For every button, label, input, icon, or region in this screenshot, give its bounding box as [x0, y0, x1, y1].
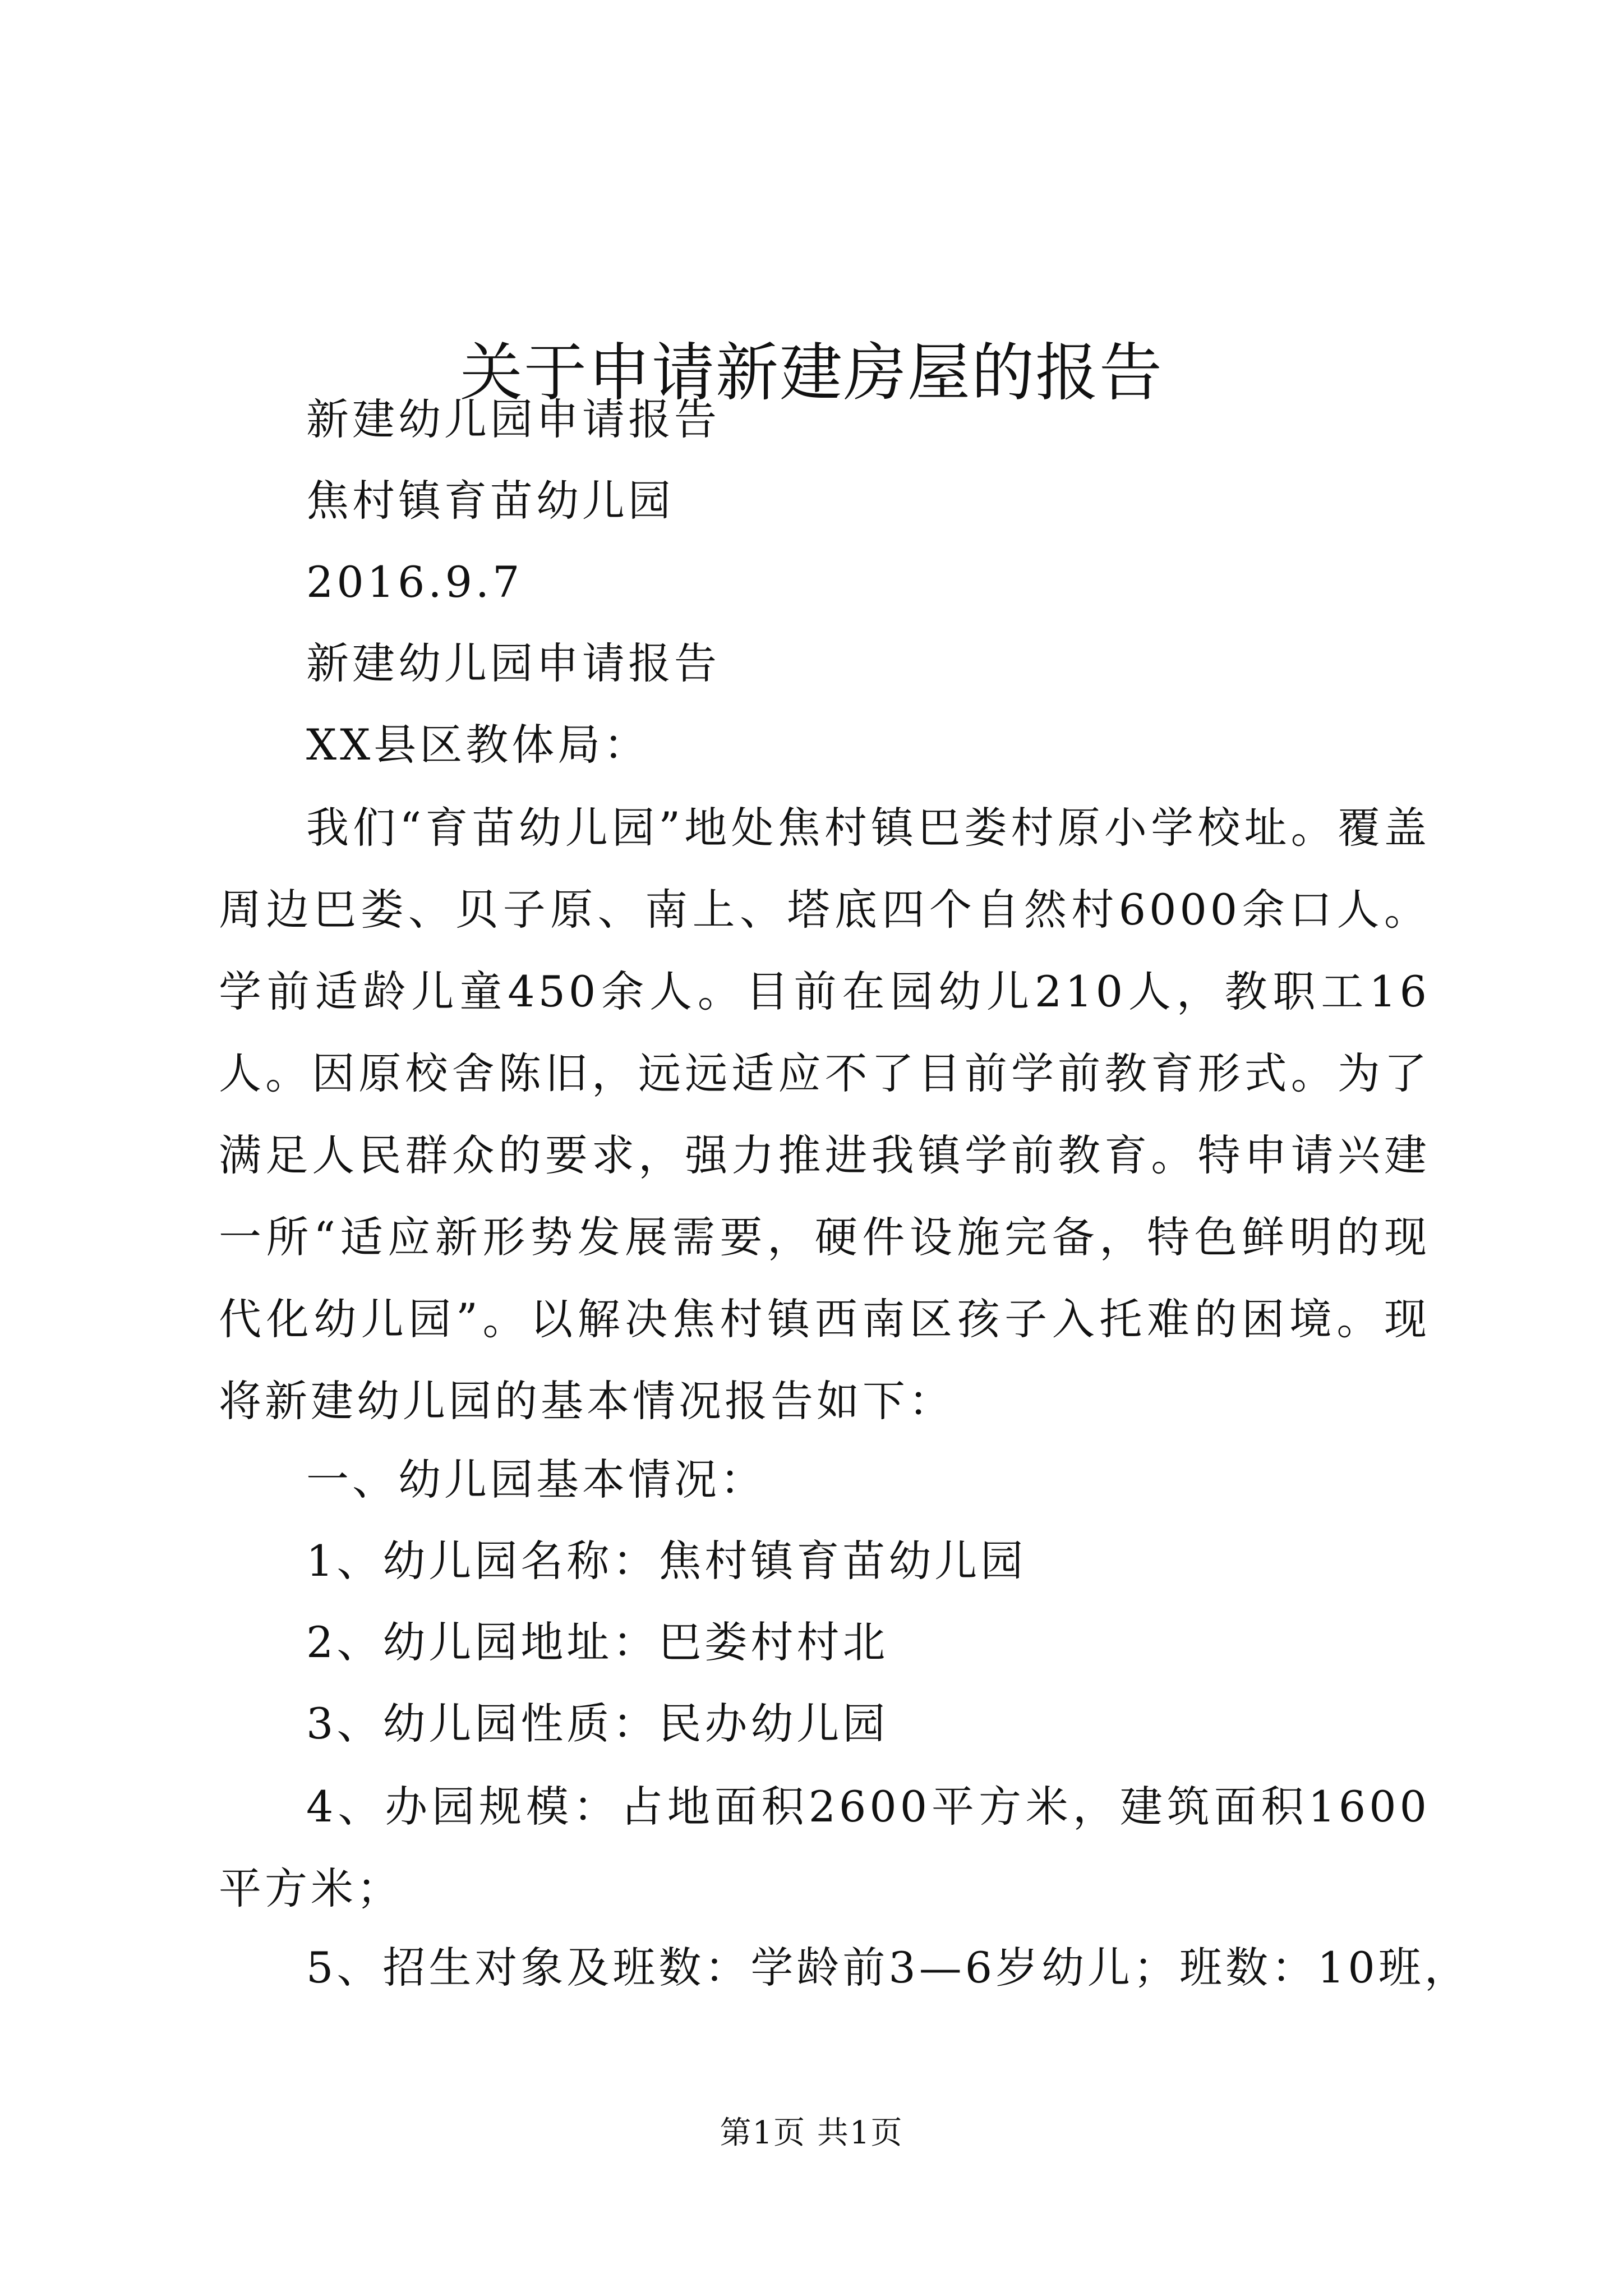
date-line: 2016.9.7: [306, 557, 523, 607]
list-item-name: 1、幼儿园名称：焦村镇育苗幼儿园: [306, 1536, 1027, 1586]
section-heading: 一、幼儿园基本情况：: [306, 1455, 766, 1504]
document-title: 关于申请新建房屋的报告: [460, 337, 1163, 410]
recipient-line: XX县区教体局：: [306, 720, 650, 770]
organization-line: 焦村镇育苗幼儿园: [306, 476, 674, 526]
list-item-scale: 4、办园规模：占地面积2600平方米，建筑面积1600平方米；: [219, 1782, 1430, 1913]
body-paragraph: 我们“育苗幼儿园”地处焦村镇巴娄村原小学校址。覆盖周边巴娄、贝子原、南上、塔底四个自然村6000余口人。学前适龄儿童450余人。目前在园幼儿210人，教职工16人。因原校舍陈旧，远远适应不了目前学前教育形式。为了满足人民群众的要求，强力推进我镇学前教育。特申请兴建一所“适应新形势发展需要，硬件设施完备，特色鲜明的现代化幼儿园”。以解决焦村镇西南区孩子入托难的困境。现将新建幼儿园的基本情况报告如下：: [219, 803, 1430, 1426]
subtitle-line: 新建幼儿园申请报告: [306, 394, 720, 444]
list-item-address: 2、幼儿园地址：巴娄村村北: [306, 1617, 889, 1667]
page-footer: 第1页 共1页: [720, 2115, 903, 2151]
report-heading-line: 新建幼儿园申请报告: [306, 638, 720, 688]
list-item-nature: 3、幼儿园性质：民办幼儿园: [306, 1699, 889, 1749]
list-item-enrollment: 5、招生对象及班数：学龄前3—6岁幼儿；班数：10班，: [306, 1943, 1470, 1993]
